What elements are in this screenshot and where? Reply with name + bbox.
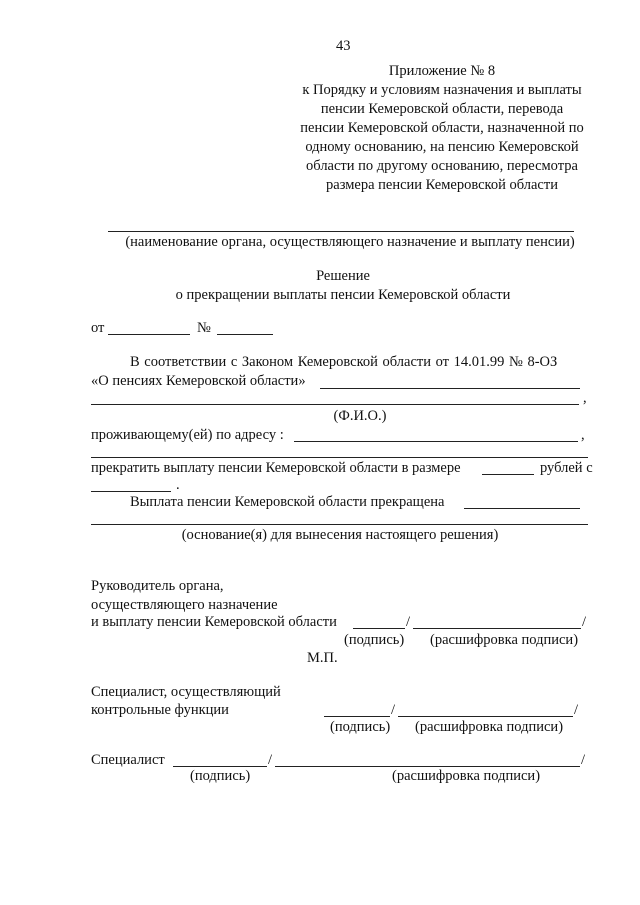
authority-caption: (наименование органа, осуществляющего назначение и выплату пенсии) <box>125 234 575 250</box>
address-blank-1 <box>294 441 578 442</box>
slash: / <box>268 752 273 768</box>
head-transcript-blank <box>413 628 581 629</box>
control-specialist-line: Специалист, осуществляющий <box>91 684 281 700</box>
slash: / <box>581 752 586 768</box>
amount-blank <box>482 474 534 475</box>
period: . <box>176 477 180 493</box>
appendix-line: области по другому основанию, пересмотра <box>306 158 578 174</box>
slash: / <box>582 614 587 630</box>
appendix-line: к Порядку и условиям назначения и выплаты <box>302 82 582 98</box>
decision-subtitle: о прекращении выплаты пенсии Кемеровской области <box>175 287 511 303</box>
head-signature-blank <box>353 628 405 629</box>
date-label: от <box>91 320 105 336</box>
recipient-blank-1 <box>320 388 580 389</box>
authority-blank <box>108 231 574 232</box>
number-label: № <box>197 320 211 336</box>
comma: , <box>581 427 585 443</box>
recipient-blank-2 <box>91 404 579 405</box>
head-signature-caption: (подпись) <box>344 632 405 648</box>
stop-payment-text: прекратить выплату пенсии Кемеровской области в размере <box>91 460 461 476</box>
appendix-line: размера пенсии Кемеровской области <box>326 177 558 193</box>
specialist-transcript-caption: (расшифровка подписи) <box>392 768 541 784</box>
comma: , <box>583 390 587 406</box>
basis-blank <box>91 524 588 525</box>
specialist-transcript-blank <box>275 766 580 767</box>
appendix-header <box>292 62 592 195</box>
page-number: 43 <box>336 38 351 54</box>
control-transcript-blank <box>398 716 573 717</box>
specialist-label: Специалист <box>91 752 165 768</box>
terminated-text: Выплата пенсии Кемеровской области прекращена <box>130 494 445 510</box>
law-reference-line: В соответствии с Законом Кемеровской области от 14.01.99 № 8-ОЗ <box>130 354 558 370</box>
address-label: проживающему(ей) по адресу : <box>91 427 284 443</box>
slash: / <box>406 614 411 630</box>
control-signature-blank <box>324 716 390 717</box>
slash: / <box>574 702 579 718</box>
basis-caption: (основание(я) для вынесения настоящего решения) <box>181 527 499 543</box>
decision-title: Решение <box>316 268 370 284</box>
appendix-line: пенсии Кемеровской области, перевода <box>320 101 564 117</box>
number-blank <box>217 334 273 335</box>
address-blank-2 <box>91 457 588 458</box>
appendix-line: пенсии Кемеровской области, назначенной по <box>300 120 584 136</box>
date-blank <box>108 334 190 335</box>
head-title-line: Руководитель органа, <box>91 578 224 594</box>
appendix-line: одному основанию, на пенсию Кемеровской <box>305 139 579 155</box>
appendix-title: Приложение № 8 <box>388 63 496 79</box>
terminated-blank <box>464 508 580 509</box>
control-specialist-line: контрольные функции <box>91 702 229 718</box>
control-signature-caption: (подпись) <box>330 719 391 735</box>
seal-label: М.П. <box>307 650 338 666</box>
slash: / <box>391 702 396 718</box>
head-title-line: осуществляющего назначение <box>91 597 278 613</box>
specialist-signature-caption: (подпись) <box>190 768 251 784</box>
specialist-signature-blank <box>173 766 267 767</box>
control-transcript-caption: (расшифровка подписи) <box>415 719 564 735</box>
law-title: «О пенсиях Кемеровской области» <box>91 373 306 389</box>
head-title-line: и выплату пенсии Кемеровской области <box>91 614 337 630</box>
fio-caption: (Ф.И.О.) <box>333 408 387 424</box>
rubles-from-text: рублей с <box>540 460 593 476</box>
head-transcript-caption: (расшифровка подписи) <box>430 632 579 648</box>
start-date-blank <box>91 491 171 492</box>
